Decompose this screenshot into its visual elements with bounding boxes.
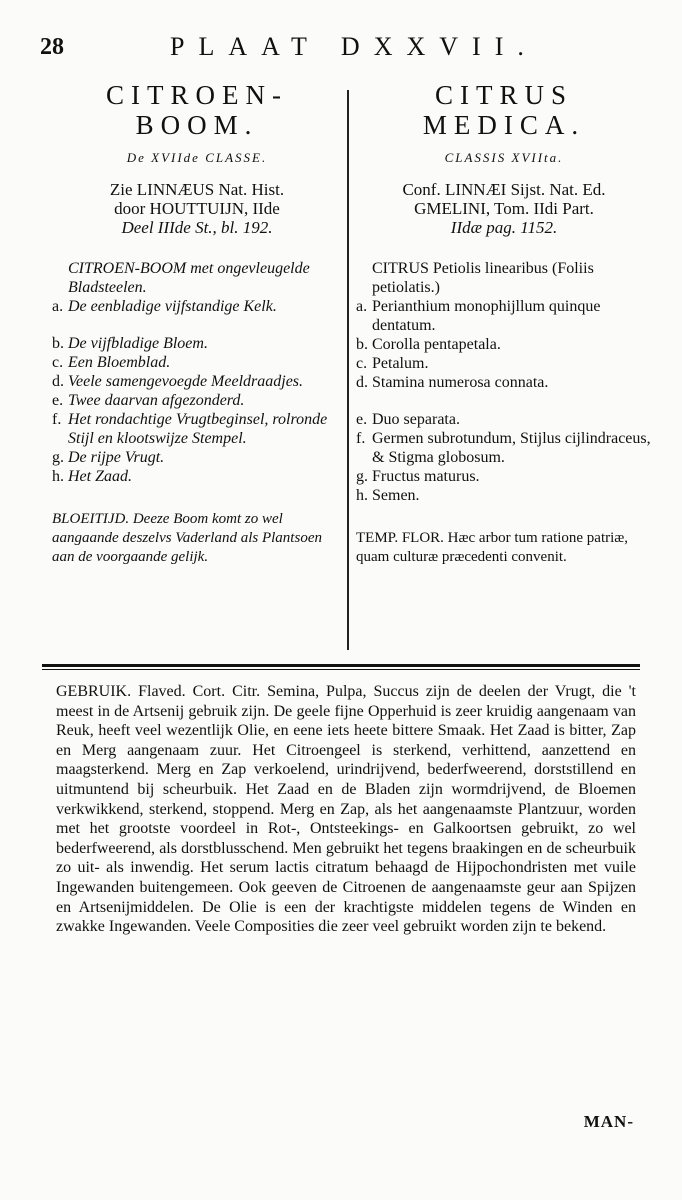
dutch-title-line2: BOOM. (135, 110, 259, 140)
latin-ref-line3: IIdæ pag. 1152. (450, 218, 558, 237)
dutch-ref-line3: Deel IIIde St., bl. 192. (121, 218, 273, 237)
list-item: h. Semen. (356, 487, 420, 504)
list-item: a. De eenbladige vijfstandige Kelk. (52, 298, 277, 315)
right-column-latin (356, 80, 652, 567)
list-item: CITROEN-BOOM met ongevleugelde Bladsteelen. (68, 260, 310, 296)
section-rule-thick (42, 664, 640, 667)
list-item: b. De vijfbladige Bloem. (52, 335, 208, 352)
column-divider (347, 90, 349, 650)
latin-flowering-time: TEMP. FLOR. Hæc arbor tum ratione patriæ, quam culturæ præcedenti convenit. (356, 530, 629, 565)
dutch-ref-line1: Zie LINNÆUS Nat. Hist. (109, 180, 285, 199)
latin-reference (356, 180, 652, 237)
list-item: b. Corolla pentapetala. (356, 336, 501, 353)
list-item: f. Germen subrotundum, Stijlus cijlindraceus, & Stigma globosum. (356, 430, 651, 466)
dutch-items (52, 259, 342, 486)
plate-title: PLAAT DXXVII. (170, 32, 538, 61)
dutch-title-line1: CITROEN- (106, 80, 288, 110)
page-header (40, 30, 642, 70)
usage-paragraph (56, 682, 636, 937)
usage-text: GEBRUIK. Flaved. Cort. Citr. Semina, Pulpa, Succus zijn de deelen der Vrugt, die 't meest in de Artsenij gebruik zijn. De geele fijne Opperhuid is zeer kruidig aangenaam van Reuk, heeft veel wezentlijk Olie, en eene iets heete bittere Smaak. Het Zaad is bitter, Zap en Merg aangenaam zuur. Het Citroengeel is sterkend, verhittend, aanzettend en maagsterkend. Merg en Zap verkoelend, urindrijvend, bederfweerend, dorststillend en uitmuntend bij scheurbuik. Het Zaad en de Bladen zijn wormdrijvend, de Bloemen verkwikkend, sterkend, stoppend. Merg en Zap, als het aangenaamste Plantzuur, worden met het grootste voordeel in Rot-, Ontsteekings- en Galkoortsen gebruikt, zo wel bederfweerend, als dorstblusschend. Men gebruikt het tegens braakingen en de scheurbuik zo uit- als inwendig. Het serum lactis citratum behaagd de Hijpochondristen met vuile Ingewanden buitengemeen. Ook geeven de Citroenen de aangenaamste geur aan Spijzen en Artsenijmiddelen. De Olie is een der krachtigste middelen tegens de Winden en zwakke Ingewanden. Veele Composities die zeer veel gebruikt worden zijn te bekend. (56, 683, 636, 936)
dutch-reference (52, 180, 342, 237)
list-item: f. Het rondachtige Vrugtbeginsel, rolronde Stijl en klootswijze Stempel. (52, 411, 328, 447)
dutch-ref-line2: door HOUTTUIJN, IIde (114, 199, 280, 218)
dutch-title (52, 80, 342, 140)
latin-ref-line1: Conf. LINNÆI Sijst. Nat. Ed. (402, 180, 606, 199)
list-item: e. Duo separata. (356, 411, 460, 428)
page-number: 28 (40, 34, 64, 60)
list-item: d. Stamina numerosa connata. (356, 374, 549, 391)
latin-class: CLASSIS XVIIta. (444, 150, 564, 165)
left-column-dutch (52, 80, 342, 567)
latin-title (356, 80, 652, 140)
catchword: MAN- (583, 1112, 634, 1131)
latin-items (356, 259, 652, 505)
list-item: d. Veele samengevoegde Meeldraadjes. (52, 373, 304, 390)
section-rule-thin (42, 669, 640, 670)
list-item: g. De rijpe Vrugt. (52, 449, 165, 466)
latin-title-line2: MEDICA. (422, 110, 586, 140)
dutch-flowering-time: BLOEITIJD. Deeze Boom komt zo wel aangaande deszelvs Vaderland als Plantsoen aan de voorgaande gelijk. (52, 511, 322, 565)
list-item: CITRUS Petiolis linearibus (Foliis petiolatis.) (372, 260, 594, 296)
list-item: e. Twee daarvan afgezonderd. (52, 392, 245, 409)
list-item: a. Perianthium monophijllum quinque dentatum. (356, 298, 601, 334)
dutch-class: De XVIIde CLASSE. (126, 150, 268, 165)
latin-title-line1: CITRUS (434, 80, 574, 110)
list-item: c. Petalum. (356, 355, 429, 372)
list-item: h. Het Zaad. (52, 468, 132, 485)
latin-ref-line2: GMELINI, Tom. IIdi Part. (414, 199, 594, 218)
list-item: c. Een Bloemblad. (52, 354, 171, 371)
list-item: g. Fructus maturus. (356, 468, 480, 485)
